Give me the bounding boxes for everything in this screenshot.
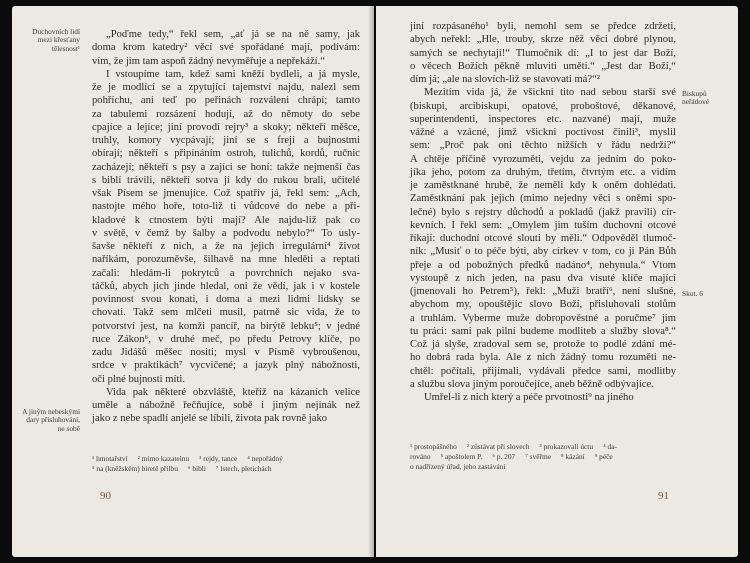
footnote-row [410, 452, 676, 462]
footnote: ⁴ da- [603, 442, 617, 451]
margin-note-4: Skut. 6 [682, 289, 703, 298]
text-line: superintendenti, inspectores etc. nazvané) mají, muže [410, 113, 676, 125]
text-line: ho dobrá rada byla. Ale z nich žádný tomu rozuměti ne- [410, 352, 676, 364]
text-line: vážné a vzácné, jimž všickni poctivost činili³, myslil [410, 127, 676, 138]
text-line: doma krom katedry² věcí své spořádané mají, podívám: [92, 42, 360, 54]
text-line: ník: „Musiť o to péče býti, aby církev v tom, co ji Pán Bůh [410, 246, 676, 258]
footnote-row [410, 462, 676, 472]
text-line: Mezitím vida já, že všickni tito nad sebou starší své [424, 87, 676, 99]
left-page [12, 6, 374, 557]
footnote: ⁶ p. 207 [492, 452, 516, 461]
text-line: povinnost svou konati, i doma a mezi lidmi lidsky se [92, 294, 360, 305]
footnote: ⁵ na (kněžském) biretě přilbu [92, 464, 178, 473]
footnote: ⁶ bibli [187, 464, 206, 473]
text-line: jako z nebe spadlí anjelé se líbili, života pak rovně jako [92, 413, 328, 425]
text-line: srdce v praktikách⁷ vycvičené; a jazyk plný nábožnosti, [92, 360, 360, 372]
margin-note-1: Duchovních lidí mezi křesťany tělesnost¹ [32, 27, 80, 53]
text-line: říkají: duchodní otcové slouti by měli.“ Odpověděl tlumoč- [410, 233, 676, 244]
text-line: chtěl: počítali, přijímali, vydávali předce sami, modlitby [410, 365, 676, 377]
footnote: ² mimo kazatelnu [137, 454, 190, 463]
margin-note-2: A jiným nebeskými dary přisluhování, ne sobě [22, 407, 80, 433]
text-line: jíka jeho, potom za druhým, třetím, čtvrtým etc. a vidím [410, 166, 676, 178]
text-line: naříkám, porozuměvše, šilhavě na mne hleděti a reptati [92, 254, 360, 266]
footnote: ⁷ svěřme [525, 452, 552, 461]
text-line: abych neřekl: „Hle, trouby, skrze něž věci dobré plynou, [410, 34, 676, 46]
text-line: táčků, abych jich jinde hledal, oni že vědí, jak i v kostele [92, 280, 360, 292]
footnote: o nadřízený úřad, jeho zastávání [410, 462, 506, 471]
text-line: v světě, v čemž by šalby a podvodu nebylo?“ To usly- [92, 227, 360, 239]
text-line: potvorství jest, na komži pancíř, na birýtě lebku⁵; v jedné [92, 320, 360, 332]
right-page [376, 6, 738, 557]
text-line: (biskupi, arcibiskupi, opatové, proboštové, děkanové, [410, 100, 676, 112]
text-line: jiní rozpásaného¹ byli, nemohl sem se předce zdržeti, [410, 21, 676, 32]
page-number-left: 90 [100, 490, 111, 502]
text-line: kladové k ctnostem býti mají? Ale najdu-liž pak co [92, 214, 360, 226]
text-line: šavše někteří z nich, a že na jejich irregulární⁴ život [92, 241, 360, 252]
text-line: vystoupě z nich jeden, na pasu dva visuté klíče mající [410, 272, 676, 284]
text-line: „Poďme tedy,“ řekl sem, „ať já se na ně samy, jak [106, 29, 360, 40]
text-line: pohříchu, ani teď po peřinách rozváleni chrápí; tamto [92, 95, 360, 107]
text-line: a službu slova jiným poroučejíce, aneb běžně odbývajíce. [410, 378, 654, 390]
text-line: I vstoupíme tam, kdež sami kněží bydleli, a já mysle, [106, 68, 360, 80]
text-line: Což já slyše, zradoval sem se, protože to podlé zdání mé- [410, 339, 676, 350]
footnote: ³ rejdy, tance [199, 454, 238, 463]
text-line: A chtěje příčině vyrozuměti, vejdu za jedním do poko- [410, 153, 676, 165]
text-line: za tabulemi rozsázení hodují, až do němoty do sebe [92, 108, 360, 120]
page-number-right: 91 [658, 490, 669, 502]
text-line: ruce Zákon⁶, v druhé meč, po předu Petrovy klíče, po [92, 333, 360, 345]
text-line: cpajíce a lejíce; jiní provodí rejry³ a skoky; někteří měšce, [92, 121, 360, 133]
text-line: Umřel-li z nich který a péče prvotnosti⁹ na jiného [424, 392, 634, 403]
text-line: truhly, komory vycpávají; jiní se s frejí a bujnostmi [92, 135, 360, 146]
footnote: rováno [410, 452, 431, 461]
footnote: ³ prokazovali úctu [539, 442, 594, 451]
text-line: lečné) bylo s rejstry důchodů a pokladů (jakž pravili) cír- [410, 206, 676, 218]
text-line: je zaměstknané hrubě, že neměli kdy k oněm dohlédati. [410, 180, 676, 191]
text-line: uměle a nábožně řečňujíce, sobě i jiným nejinák než [92, 400, 360, 411]
text-line: přeje a od pobožných předků nadáno⁴, nehynula.“ Vtom [410, 259, 676, 271]
text-line: samých se nechytají!“ Tlumočník dí: „I to jest dar Boží, [410, 47, 676, 59]
text-line: začali: hledám-li pokrytců a povrchních nejako sva- [92, 267, 360, 279]
text-line: kevních. I řekl sem: „Omylem jim tuším duchovní otcové [410, 219, 676, 231]
text-line: zadu Jidášů měšec nositi; mysl v Písmě vybroušenou, [92, 347, 360, 358]
footnote: ² zůstávat při slovech [466, 442, 530, 451]
footnote-row [410, 442, 676, 452]
footnote: ⁹ péče [594, 452, 613, 461]
right-body-text [410, 20, 676, 404]
text-line: oči plné bujnosti míti. [92, 373, 185, 385]
text-line: vím, že jim tam aspoň žádný nevyměřuje a nepřekáží.“ [92, 55, 325, 67]
left-body-text [92, 28, 360, 426]
text-line: tu práci: sami pak pilní budeme modliteb a služby slova⁸.“ [410, 325, 676, 337]
right-footnotes [410, 442, 676, 472]
left-footnotes [92, 454, 360, 474]
text-line: s biblí trávili, někteří sotva jí kdy do rukou brali, učitelé [92, 174, 360, 186]
footnote: ⁷ lstech, pletichách [215, 464, 272, 473]
footnote-row [92, 464, 360, 474]
footnote: ⁸ kázání [561, 452, 585, 461]
text-line: Zaměstknání pak jejich (mimo nejedny věci s oněmi spo- [410, 193, 676, 205]
footnote: ¹ hmotařství [92, 454, 128, 463]
text-line: nastojte mého hoře, toto-liž ti vůdcové do nebe a při- [92, 201, 360, 213]
text-line: (jmenovali ho Petrem⁵), řekl: „Muži bratří⁶, není slušné, [410, 286, 676, 297]
footnote-row [92, 454, 360, 464]
footnote: ¹ prostopášného [410, 442, 457, 451]
text-line: abychom my, opouštějíc slovo Boží, přisluhovali stolům [410, 299, 676, 311]
text-line: však Písem se jmenujíce. Což spatřív já, řekl sem: „Ach, [92, 188, 360, 199]
text-line: sem: „Proč pak oni těchto nižších v řádu nedrží?“ [410, 140, 676, 152]
margin-note-3: Biskupů neřádové [682, 89, 710, 107]
footnote: ⁵ apoštolem P. [440, 452, 483, 461]
text-line: chovati. Takž sem mlčeti musil, patrně sic vida, že to [92, 307, 360, 319]
text-line: zacházejí; někteří s psy a zajíci se honí: takže nejmenší čas [92, 161, 360, 173]
text-line: o věcech Božích pěkně mluviti uměti.“ „Jest dar Boží,“ [410, 60, 676, 72]
footnote: ⁴ nepořádný [247, 454, 283, 463]
text-line: Vida pak některé obzvláště, kteříž na kázaních velice [106, 386, 360, 398]
text-line: že je modlící se a zpytující tajemství najdu, nalezl sem [92, 82, 360, 93]
text-line: a truhlám. Vyberme muže dobropověstné a poručme⁷ jim [410, 312, 676, 324]
text-line: dím já; „ale na slovích-liž se stavovati má?“² [410, 74, 600, 85]
text-line: obírají; někteří s připínáním ostroh, tulichů, kordů, ručnic [92, 148, 360, 160]
